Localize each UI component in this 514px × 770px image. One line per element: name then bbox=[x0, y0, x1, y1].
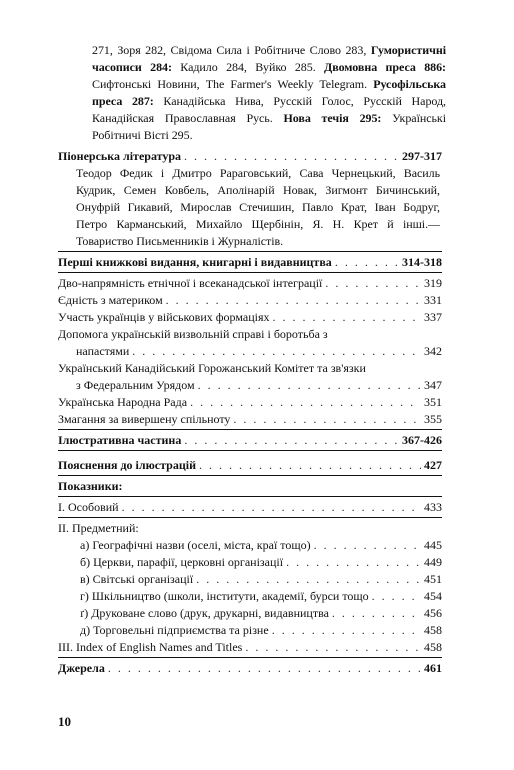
pioneer-authors-list: Теодор Федик і Дмитро Рараговський, Сава Чернецький, Василь Кудрик, Семен Ковбель, Аполінарій Новак, Зигмонт Бичинський, Онуфрій Гикавий, Мирослав Стечишин, Павло Крат, Іван Бодруг, Петро Карманський, Михайло Щербінін, Я. Н. Крет й інші.—Товариство Письменників і Журналістів. bbox=[76, 166, 440, 248]
leader-dots bbox=[233, 411, 421, 428]
leader-dots bbox=[184, 432, 399, 449]
toc-title: Українська Народна Рада bbox=[58, 395, 188, 409]
toc-title: Джерела bbox=[58, 661, 105, 675]
toc-entry-subject-e bbox=[58, 605, 442, 622]
leader-dots bbox=[132, 343, 421, 360]
toc-title-line2: напастями bbox=[76, 344, 130, 358]
cont-seg-0: 271, Зоря 282, Свідома Сила і Робітниче Слово 283, bbox=[92, 43, 371, 57]
divider-rule bbox=[58, 450, 442, 451]
toc-entry-explanations bbox=[58, 457, 442, 474]
toc-entry-subject-c bbox=[58, 571, 442, 588]
toc-entry-subject-b bbox=[58, 554, 442, 571]
toc-entry-illustrative bbox=[58, 432, 442, 449]
toc-page: 347 bbox=[424, 378, 442, 392]
toc-page: 461 bbox=[424, 661, 442, 675]
cont-seg-3: Двомовна преса 886: bbox=[324, 60, 446, 74]
cont-seg-1: Гумористичні часописи 284: bbox=[92, 43, 446, 74]
toc-title-line1: Український Канадійський Горожанський Комітет та зв'язки bbox=[58, 361, 366, 375]
toc-page: 458 bbox=[424, 640, 442, 654]
toc-title: Участь українців у військових формаціях bbox=[58, 310, 270, 324]
toc-entry-subject-a bbox=[58, 537, 442, 554]
toc-entry-subject-d bbox=[58, 588, 442, 605]
toc-entry-council bbox=[58, 394, 442, 411]
leader-dots bbox=[245, 639, 421, 656]
cont-seg-5: Русофільська преса 287: bbox=[92, 77, 446, 108]
divider-rule bbox=[58, 517, 442, 518]
toc-title: Пояснення до ілюстрацій bbox=[58, 458, 196, 472]
toc-page: 337 bbox=[424, 310, 442, 324]
leader-dots bbox=[335, 254, 399, 271]
toc-page: 355 bbox=[424, 412, 442, 426]
toc-page: 454 bbox=[424, 589, 442, 603]
toc-title: д) Торговельні підприємства та різне bbox=[80, 623, 269, 637]
divider-rule bbox=[58, 272, 442, 273]
toc-page: 445 bbox=[424, 538, 442, 552]
toc-page: 451 bbox=[424, 572, 442, 586]
toc-page: 458 bbox=[424, 623, 442, 637]
leader-dots bbox=[196, 571, 421, 588]
toc-entry-integration bbox=[58, 275, 442, 292]
leader-dots bbox=[122, 499, 421, 516]
toc-entry-index-personal bbox=[58, 499, 442, 516]
toc-pages: 297-317 bbox=[402, 149, 442, 163]
toc-page: 331 bbox=[424, 293, 442, 307]
leader-dots bbox=[286, 554, 421, 571]
subject-index-heading bbox=[58, 520, 442, 537]
leader-dots bbox=[184, 148, 399, 165]
toc-pages: 367-426 bbox=[402, 433, 442, 447]
toc-title: II. Предметний: bbox=[58, 521, 139, 535]
toc-entry-sources bbox=[58, 660, 442, 677]
cont-seg-2: Кадило 284, Вуйко 285. bbox=[171, 60, 325, 74]
indexes-heading: Показники: bbox=[58, 479, 123, 493]
cont-seg-6: Канадійська Нива, Русскій Голос, Русскій Народ, Канадійская Православная Русь. bbox=[92, 94, 447, 125]
leader-dots bbox=[190, 394, 421, 411]
cont-seg-8: Українські Робітничі Вісті 295. bbox=[92, 111, 446, 142]
leader-dots bbox=[332, 605, 421, 622]
continuation-paragraph bbox=[92, 42, 446, 144]
toc-title: ґ) Друковане слово (друк, друкарні, видавництва bbox=[80, 606, 329, 620]
toc-title: а) Географічні назви (оселі, міста, краї тощо) bbox=[80, 538, 311, 552]
divider-rule bbox=[58, 429, 442, 430]
toc-title: Дво-напрямність етнічної і всеканадської інтеграції bbox=[58, 276, 323, 290]
leader-dots bbox=[272, 309, 421, 326]
leader-dots bbox=[199, 457, 421, 474]
toc-title: Єдність з материком bbox=[58, 293, 163, 307]
toc-page: 319 bbox=[424, 276, 442, 290]
toc-page: 433 bbox=[424, 500, 442, 514]
leader-dots bbox=[325, 275, 421, 292]
leader-dots bbox=[108, 660, 421, 677]
toc-page: 342 bbox=[424, 344, 442, 358]
toc-entry-unity bbox=[58, 292, 442, 309]
toc-page: 351 bbox=[424, 395, 442, 409]
leader-dots bbox=[372, 588, 421, 605]
toc-entry-striving bbox=[58, 411, 442, 428]
divider-rule bbox=[58, 475, 442, 476]
toc-entry-first-books bbox=[58, 254, 442, 271]
toc-title: Змагання за вивершену спільноту bbox=[58, 412, 231, 426]
toc-title-line1: Допомога українській визвольній справі і боротьба з bbox=[58, 327, 328, 341]
toc-title-line2: з Федеральним Урядом bbox=[76, 378, 195, 392]
toc-entry-committee bbox=[58, 360, 442, 394]
toc-title: Піонерська література bbox=[58, 149, 182, 163]
leader-dots bbox=[166, 292, 421, 309]
toc-page: 449 bbox=[424, 555, 442, 569]
toc-title: в) Світські організації bbox=[80, 572, 194, 586]
toc-title: III. Index of English Names and Titles bbox=[58, 640, 243, 654]
toc-page: 427 bbox=[424, 458, 442, 472]
toc-title: I. Особовий bbox=[58, 500, 119, 514]
toc-entry-index-english bbox=[58, 639, 442, 656]
divider-rule bbox=[58, 251, 442, 252]
toc-entry-pioneer bbox=[58, 148, 442, 165]
cont-seg-4: Сифтонські Новини, The Farmer's Weekly Telegram. bbox=[92, 77, 374, 91]
toc-page: 456 bbox=[424, 606, 442, 620]
toc-entry-subject-f bbox=[58, 622, 442, 639]
table-of-contents bbox=[58, 148, 442, 677]
toc-entry-help bbox=[58, 326, 442, 360]
cont-seg-7: Нова течія 295: bbox=[283, 111, 382, 125]
divider-rule bbox=[58, 496, 442, 497]
leader-dots bbox=[314, 537, 421, 554]
leader-dots bbox=[198, 377, 421, 394]
toc-title: Перші книжкові видання, книгарні і видавництва bbox=[58, 255, 332, 269]
toc-entry-military bbox=[58, 309, 442, 326]
leader-dots bbox=[272, 622, 421, 639]
divider-rule bbox=[58, 657, 442, 658]
toc-title: г) Шкільництво (школи, інститути, академії, бурси тощо bbox=[80, 589, 369, 603]
page-number: 10 bbox=[58, 714, 71, 729]
toc-title: Ілюстративна частина bbox=[58, 433, 182, 447]
toc-title: б) Церкви, парафії, церковні організації bbox=[80, 555, 284, 569]
toc-pages: 314-318 bbox=[402, 255, 442, 269]
